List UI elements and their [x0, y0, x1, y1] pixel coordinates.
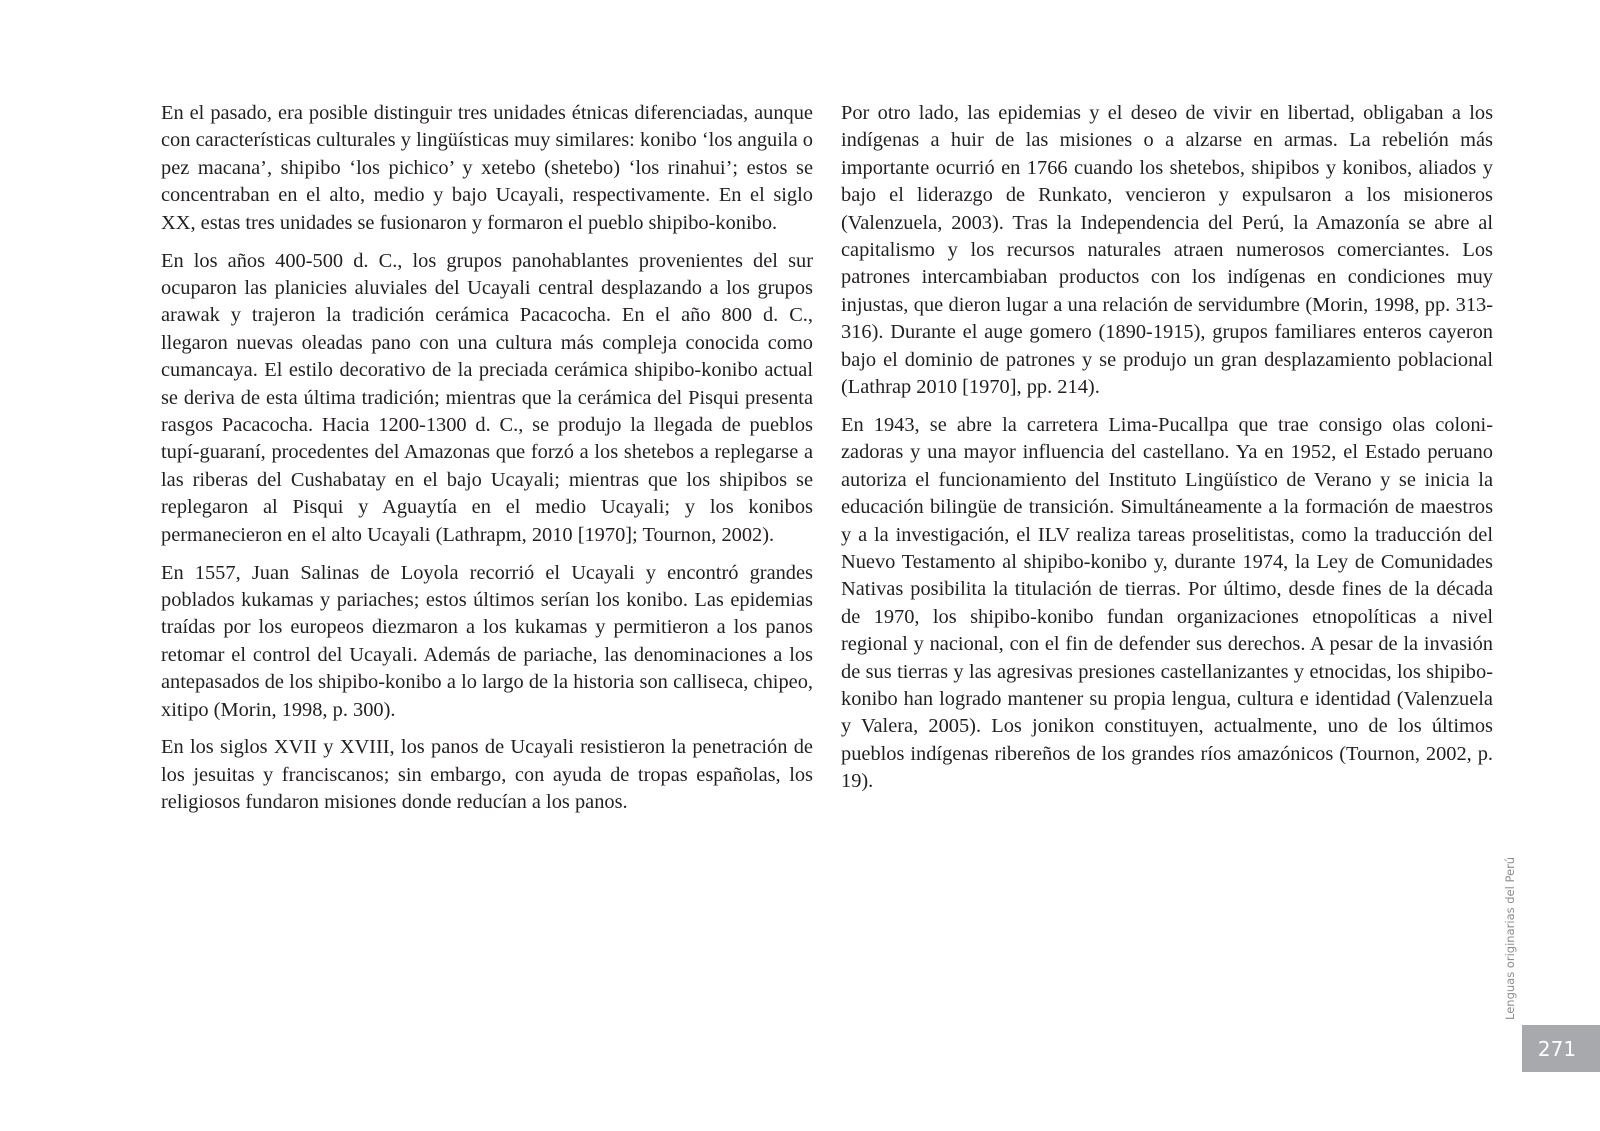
paragraph: En el pasado, era posible distinguir tres unidades étnicas diferenciadas, aunque con características culturales y lingüísticas muy similares: konibo ‘los anguila o pez macana’, shipibo ‘los pichico’ y xetebo (shetebo) ‘los rinahui’; estos se concentraban en el alto, medio y bajo Ucayali, respectivamente. En el siglo XX, estas tres unidades se fusionaron y formaron el pueblo shipibo-konibo. — [161, 102, 813, 234]
text-column-right — [841, 100, 1493, 806]
paragraph: En los siglos XVII y XVIII, los panos de Ucayali resistieron la penetración de los jesuitas y franciscanos; sin embargo, con ayuda de tropas españolas, los religiosos fundaron misiones donde reducían a los panos. — [161, 736, 813, 814]
running-title: Lenguas originarias del Perú — [1503, 856, 1517, 1020]
text-column-left — [161, 100, 813, 827]
paragraph: En 1943, se abre la carretera Lima-Pucallpa que trae consigo olas colonizadoras y una mayor influencia del castellano. Ya en 1952, el Estado peruano autoriza el funcionamiento del Instituto Lingüístico de Verano y se inicia la educación bilingüe de transición. Simultáneamente a la formación de maestros y a la investigación, el ILV realiza tareas proselitistas, como la traducción del Nuevo Testamento al shipibo-konibo y, durante 1974, la Ley de Comunidades Nativas posibilita la titulación de tierras. Por último, desde fines de la década de 1970, los shipibo-konibo fundan organizaciones etnopolíticas a nivel regional y nacional, con el fin de defender sus derechos. A pesar de la invasión de sus tierras y las agresivas presiones castellanizantes y etnocidas, los shipibo-konibo han logrado mantener su propia lengua, cultura e identidad (Valenzuela y Valera, 2005). Los jonikon constituyen, actualmente, uno de los últimos pueblos indígenas ribereños de los grandes ríos amazónicos (Tournon, 2002, p. 19). — [841, 413, 1493, 793]
paragraph: Por otro lado, las epidemias y el deseo de vivir en libertad, obligaban a los indígenas a huir de las misiones o a alzarse en armas. La rebelión más importante ocurrió en 1766 cuando los shetebos, shipibos y konibos, aliados y bajo el liderazgo de Runkato, vencieron y expulsaron a los misioneros (Valenzuela, 2003). Tras la Independencia del Perú, la Amazonía se abre al capitalismo y los recursos naturales atraen numerosos comerciantes. Los patrones intercambiaban productos con los indígenas en condiciones muy injustas, que dieron lugar a una relación de servidumbre (Morin, 1998, pp. 313-316). Durante el auge gomero (1890-1915), grupos familiares enteros cayeron bajo el dominio de patrones y se produjo un gran desplazamiento poblacional (Lathrap 2010 [1970], pp. 214). — [841, 102, 1493, 399]
page-number: 271 — [1537, 1036, 1577, 1061]
paragraph: En los años 400-500 d. C., los grupos panohablantes provenientes del sur ocuparon las planicies aluviales del Ucayali central desplazando a los grupos arawak y trajeron la tradición cerámica Pacacocha. En el año 800 d. C., llegaron nuevas oleadas pano con una cultura más compleja conocida como cumancaya. El estilo decorativo de la preciada cerámica shipibo-konibo actual se deriva de esta última tradición; mientras que la cerámica del Pisqui presenta rasgos Pacacocha. Hacia 1200-1300 d. C., se produjo la llegada de pueblos tupí-guaraní, procedentes del Amazonas que forzó a los shetebos a replegarse a las riberas del Cushabatay en el bajo Ucayali; mientras que los shipibos se replegaron al Pisqui y Aguaytía en el medio Ucayali; y los konibos permanecieron en el alto Ucayali (Lathrapm, 2010 [1970]; Tournon, 2002). — [161, 249, 813, 546]
paragraph: En 1557, Juan Salinas de Loyola recorrió el Ucayali y encontró grandes poblados kukamas y pariaches; estos últimos serían los konibo. Las epidemias traídas por los europeos diezmaron a los kukamas y permitieron a los panos retomar el control del Ucayali. Además de pariache, las denominaciones a los antepasados de los shipibo-konibo a lo largo de la historia son calliseca, chipeo, xitipo (Morin, 1998, p. 300). — [161, 561, 813, 721]
page-number-tab — [1522, 1025, 1600, 1072]
